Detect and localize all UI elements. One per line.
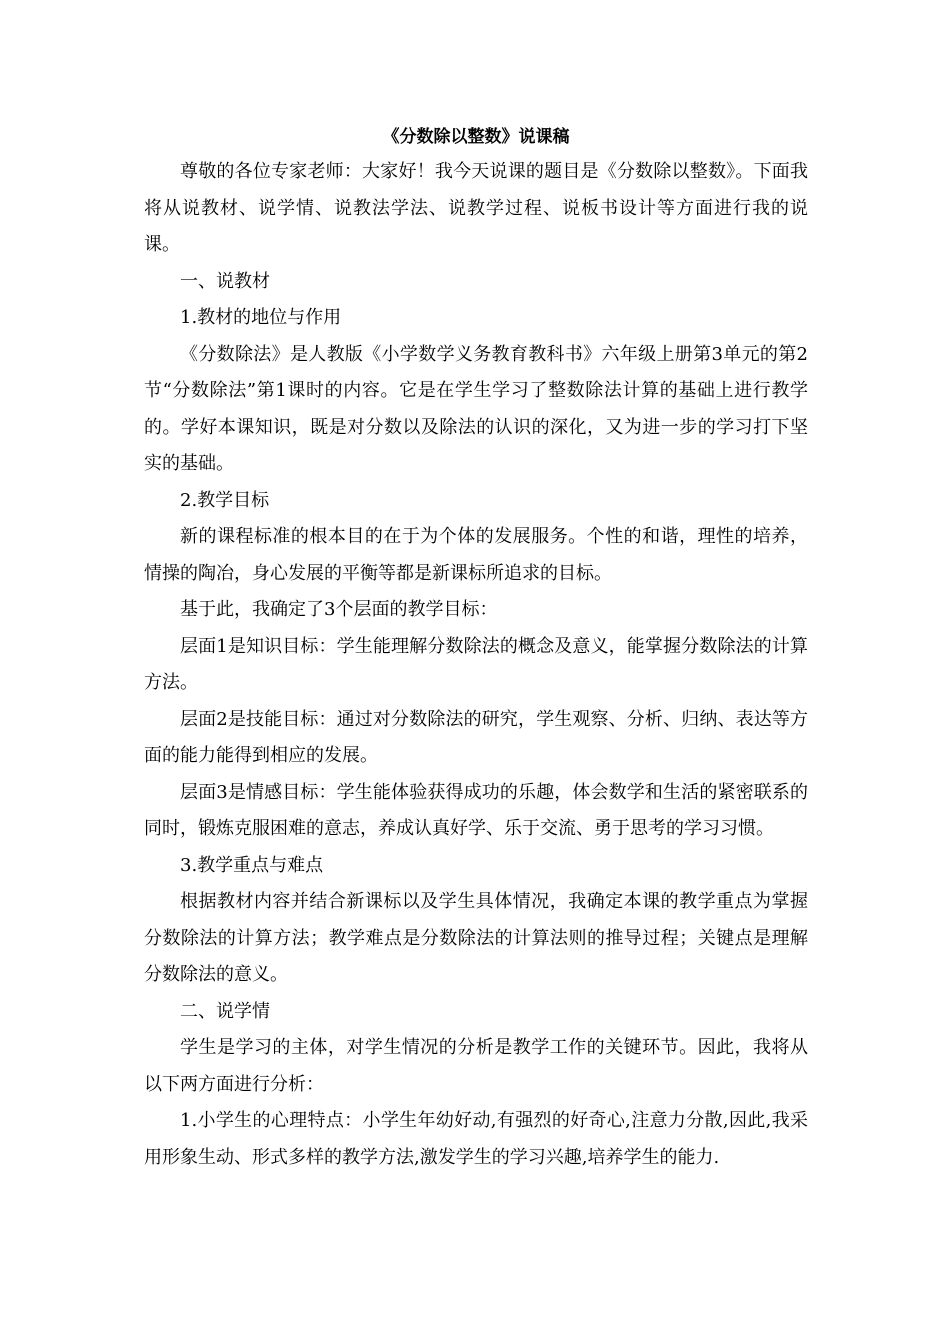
paragraph-goal-knowledge: 层面1是知识目标：学生能理解分数除法的概念及意义，能掌握分数除法的计算方法。 [144, 635, 808, 693]
heading-key-points: 3.教学重点与难点 [180, 854, 324, 876]
paragraph-student-analysis: 学生是学习的主体，对学生情况的分析是教学工作的关键环节。因此，我将从以下两方面进行分析： [144, 1037, 808, 1095]
document-title: 《分数除以整数》说课稿 [382, 127, 570, 147]
heading-teaching-goals: 2.教学目标 [180, 489, 270, 511]
document-page [144, 124, 808, 1176]
paragraph-student-psychology: 1.小学生的心理特点：小学生年幼好动,有强烈的好奇心,注意力分散,因此,我采用形象生动、形式多样的教学方法,激发学生的学习兴趣,培养学生的能力. [144, 1110, 808, 1168]
paragraph-curriculum: 新的课程标准的根本目的在于为个体的发展服务。个性的和谐，理性的培养，情操的陶冶，身心发展的平衡等都是新课标所追求的目标。 [144, 526, 808, 584]
paragraph-textbook-role: 《分数除法》是人教版《小学数学义务教育教科书》六年级上册第3单元的第2节“分数除法”第1课时的内容。它是在学生学习了整数除法计算的基础上进行教学的。学好本课知识，既是对分数以及除法的认识的深化，又为进一步的学习打下坚实的基础。 [144, 343, 808, 474]
paragraph-goal-skill: 层面2是技能目标：通过对分数除法的研究，学生观察、分析、归纳、表达等方面的能力能得到相应的发展。 [144, 708, 808, 766]
heading-textbook-role: 1.教材的地位与作用 [180, 307, 342, 328]
paragraph-goal-emotion: 层面3是情感目标：学生能体验获得成功的乐趣，体会数学和生活的紧密联系的同时，锻炼克服困难的意志，养成认真好学、乐于交流、勇于思考的学习习惯。 [144, 781, 808, 839]
heading-section-2: 二、说学情 [180, 1000, 270, 1022]
paragraph-intro: 尊敬的各位专家老师：大家好！我今天说课的题目是《分数除以整数》。下面我将从说教材、说学情、说教法学法、说教学过程、说板书设计等方面进行我的说课。 [144, 161, 808, 255]
paragraph-key-points: 根据教材内容并结合新课标以及学生具体情况，我确定本课的教学重点为掌握分数除法的计算方法；教学难点是分数除法的计算法则的推导过程；关键点是理解分数除法的意义。 [144, 891, 808, 985]
heading-section-1: 一、说教材 [180, 270, 270, 292]
paragraph-goal-levels: 基于此，我确定了3个层面的教学目标： [180, 599, 498, 620]
